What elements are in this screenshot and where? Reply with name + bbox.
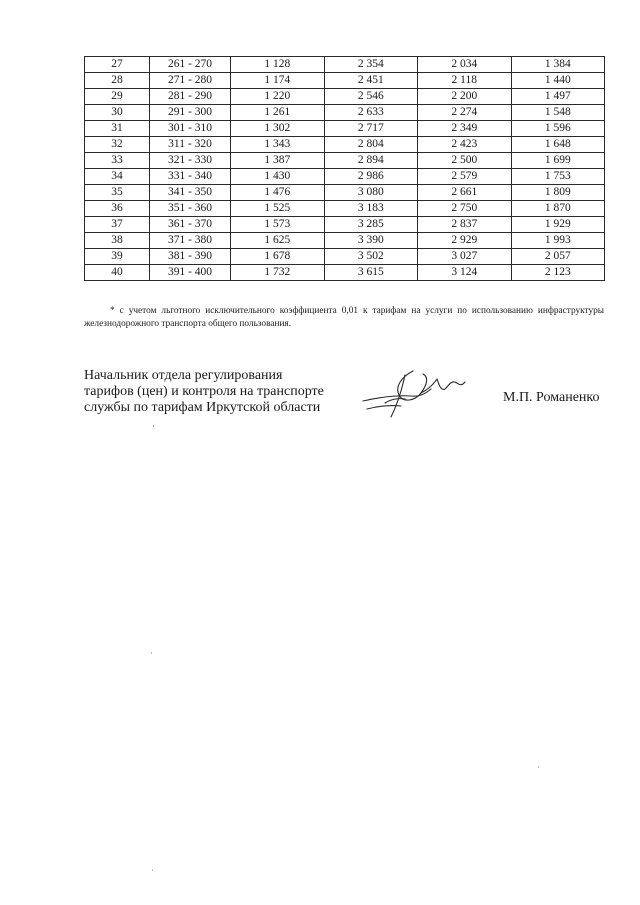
table-cell: 351 - 360 xyxy=(150,201,231,217)
table-cell: 2 034 xyxy=(418,57,512,73)
table-row xyxy=(85,105,605,121)
table-row xyxy=(85,249,605,265)
table-cell: 3 080 xyxy=(324,185,418,201)
table-cell: 2 986 xyxy=(324,169,418,185)
table-cell: 1 220 xyxy=(231,89,325,105)
position-line: тарифов (цен) и контроля на транспорте xyxy=(84,384,324,399)
table-cell: 271 - 280 xyxy=(150,73,231,89)
table-cell: 1 440 xyxy=(511,73,605,89)
table-row xyxy=(85,265,605,281)
table-cell: 2 200 xyxy=(418,89,512,105)
table-cell: 361 - 370 xyxy=(150,217,231,233)
table-cell: 1 993 xyxy=(511,233,605,249)
table-cell: 1 548 xyxy=(511,105,605,121)
table-cell: 391 - 400 xyxy=(150,265,231,281)
table-cell: 28 xyxy=(85,73,150,89)
table-cell: 2 451 xyxy=(324,73,418,89)
signatory-position xyxy=(84,368,354,416)
table-cell: 331 - 340 xyxy=(150,169,231,185)
table-cell: 1 128 xyxy=(231,57,325,73)
table-cell: 3 502 xyxy=(324,249,418,265)
table-cell: 2 579 xyxy=(418,169,512,185)
scan-speck xyxy=(153,425,154,427)
table-row xyxy=(85,121,605,137)
table-cell: 1 384 xyxy=(511,57,605,73)
table-cell: 1 387 xyxy=(231,153,325,169)
table-cell: 1 343 xyxy=(231,137,325,153)
footnote: * с учетом льготного исключительного коэффициента 0,01 к тарифам на услуги по использованию инфраструктуры железнодорожного транспорта общего пользования. xyxy=(84,306,604,329)
table-cell: 40 xyxy=(85,265,150,281)
table-cell: 1 625 xyxy=(231,233,325,249)
table-cell: 1 870 xyxy=(511,201,605,217)
table-row xyxy=(85,89,605,105)
table-cell: 1 596 xyxy=(511,121,605,137)
table-cell: 29 xyxy=(85,89,150,105)
table-cell: 291 - 300 xyxy=(150,105,231,121)
handwritten-signature xyxy=(355,365,470,423)
table-cell: 32 xyxy=(85,137,150,153)
table-cell: 381 - 390 xyxy=(150,249,231,265)
table-cell: 3 390 xyxy=(324,233,418,249)
table-cell: 2 804 xyxy=(324,137,418,153)
table-cell: 311 - 320 xyxy=(150,137,231,153)
table-cell: 2 661 xyxy=(418,185,512,201)
table-cell: 261 - 270 xyxy=(150,57,231,73)
table-cell: 36 xyxy=(85,201,150,217)
table-cell: 2 354 xyxy=(324,57,418,73)
table-row xyxy=(85,153,605,169)
table-cell: 2 123 xyxy=(511,265,605,281)
table-cell: 3 027 xyxy=(418,249,512,265)
table-cell: 1 497 xyxy=(511,89,605,105)
table-row xyxy=(85,185,605,201)
tariff-table xyxy=(84,56,605,281)
table-cell: 1 929 xyxy=(511,217,605,233)
table-row xyxy=(85,201,605,217)
table-row xyxy=(85,57,605,73)
table-cell: 2 894 xyxy=(324,153,418,169)
table-cell: 1 573 xyxy=(231,217,325,233)
table-cell: 3 124 xyxy=(418,265,512,281)
table-row xyxy=(85,169,605,185)
table-cell: 1 699 xyxy=(511,153,605,169)
table-cell: 2 349 xyxy=(418,121,512,137)
table-cell: 1 732 xyxy=(231,265,325,281)
table-cell: 1 753 xyxy=(511,169,605,185)
table-cell: 301 - 310 xyxy=(150,121,231,137)
table-cell: 1 525 xyxy=(231,201,325,217)
table-cell: 2 274 xyxy=(418,105,512,121)
table-cell: 35 xyxy=(85,185,150,201)
table-cell: 37 xyxy=(85,217,150,233)
table-cell: 3 285 xyxy=(324,217,418,233)
table-cell: 2 546 xyxy=(324,89,418,105)
table-cell: 1 476 xyxy=(231,185,325,201)
table-cell: 3 183 xyxy=(324,201,418,217)
position-line: Начальник отдела регулирования xyxy=(84,368,283,383)
table-cell: 1 648 xyxy=(511,137,605,153)
table-cell: 2 633 xyxy=(324,105,418,121)
table-cell: 34 xyxy=(85,169,150,185)
position-line: службы по тарифам Иркутской области xyxy=(84,400,321,415)
table-cell: 2 057 xyxy=(511,249,605,265)
table-cell: 341 - 350 xyxy=(150,185,231,201)
table-cell: 3 615 xyxy=(324,265,418,281)
table-cell: 1 174 xyxy=(231,73,325,89)
table-cell: 321 - 330 xyxy=(150,153,231,169)
table-cell: 2 423 xyxy=(418,137,512,153)
table-cell: 2 750 xyxy=(418,201,512,217)
table-cell: 2 118 xyxy=(418,73,512,89)
table-row xyxy=(85,217,605,233)
table-cell: 39 xyxy=(85,249,150,265)
table-cell: 2 500 xyxy=(418,153,512,169)
table-cell: 371 - 380 xyxy=(150,233,231,249)
table-cell: 1 430 xyxy=(231,169,325,185)
table-cell: 281 - 290 xyxy=(150,89,231,105)
scan-speck xyxy=(152,869,153,871)
table-cell: 2 717 xyxy=(324,121,418,137)
table-cell: 1 809 xyxy=(511,185,605,201)
table-cell: 1 678 xyxy=(231,249,325,265)
table-cell: 1 302 xyxy=(231,121,325,137)
table-cell: 27 xyxy=(85,57,150,73)
table-cell: 2 929 xyxy=(418,233,512,249)
table-cell: 1 261 xyxy=(231,105,325,121)
scan-speck xyxy=(538,766,539,768)
table-cell: 30 xyxy=(85,105,150,121)
table-cell: 38 xyxy=(85,233,150,249)
scan-speck xyxy=(151,652,152,654)
table-row xyxy=(85,233,605,249)
table-cell: 2 837 xyxy=(418,217,512,233)
table-row xyxy=(85,73,605,89)
signatory-name: М.П. Романенко xyxy=(503,390,600,405)
table-row xyxy=(85,137,605,153)
table-cell: 31 xyxy=(85,121,150,137)
tariff-table-body xyxy=(85,57,605,281)
table-cell: 33 xyxy=(85,153,150,169)
